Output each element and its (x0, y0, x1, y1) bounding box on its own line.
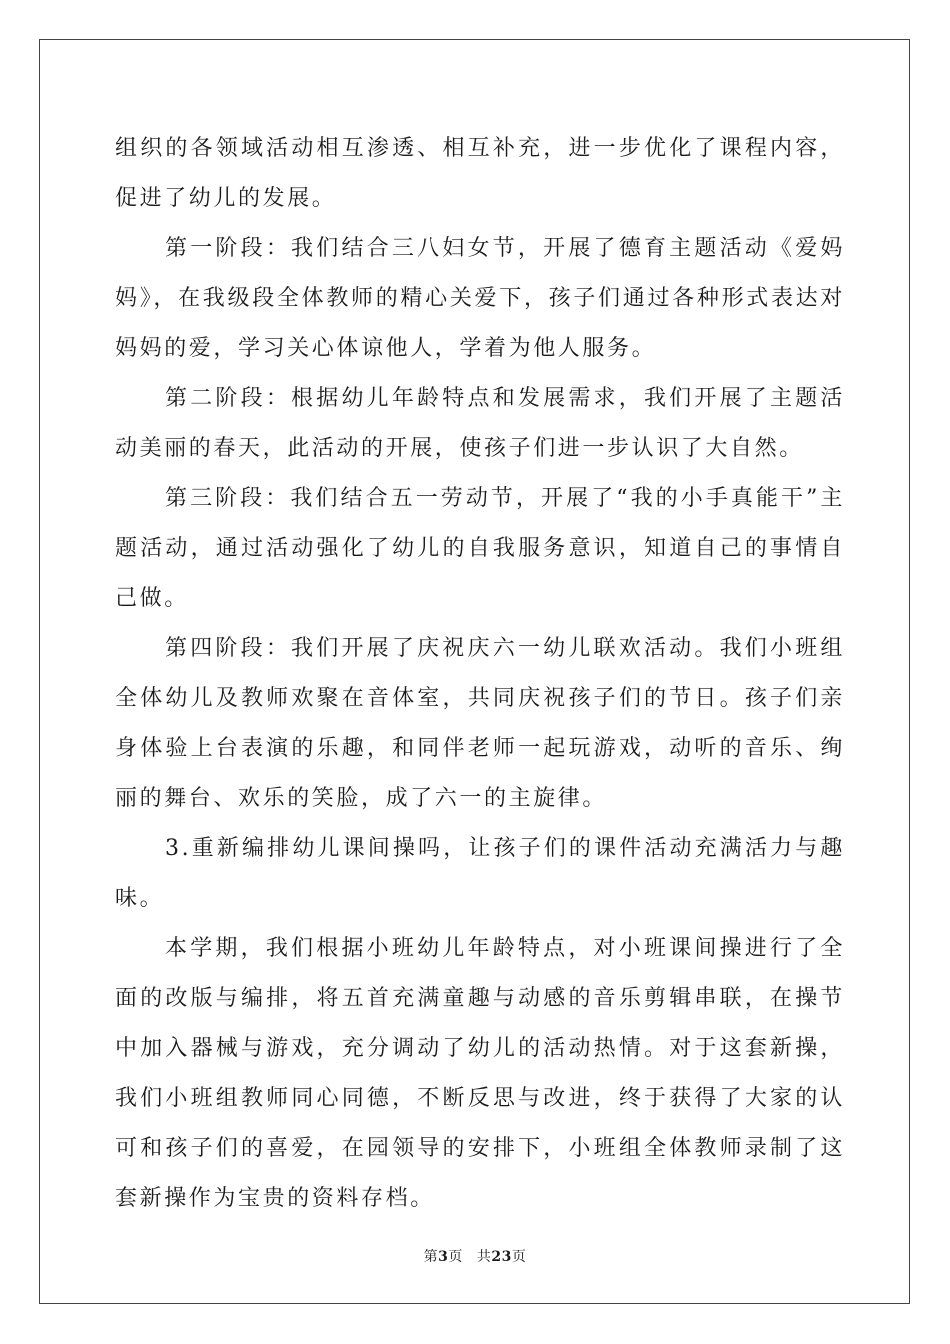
total-pages: 23 (491, 1249, 512, 1265)
total-prefix: 共 (476, 1249, 492, 1265)
total-suffix: 页 (511, 1249, 527, 1265)
paragraph-continuation: 组织的各领域活动相互渗透、相互补充，进一步优化了课程内容，促进了幼儿的发展。 (115, 136, 845, 211)
page-number: 3 (438, 1249, 449, 1265)
section-heading-exercise: 3.重新编排幼儿课间操吗，让孩子们的课件活动充满活力与趣味。 (115, 836, 845, 911)
paragraph-stage-four: 第四阶段：我们开展了庆祝庆六一幼儿联欢活动。我们小班组全体幼儿及教师欢聚在音体室，共同庆祝孩子们的节日。孩子们亲身体验上台表演的乐趣，和同伴老师一起玩游戏，动听的音乐、绚丽的舞台、欢乐的笑脸，成了六一的主旋律。 (115, 636, 845, 811)
page-suffix: 页 (448, 1249, 463, 1265)
page-footer (0, 1246, 950, 1266)
paragraph-stage-three: 第三阶段：我们结合五一劳动节，开展了“我的小手真能干”主题活动，通过活动强化了幼儿的自我服务意识，知道自己的事情自己做。 (115, 486, 845, 611)
paragraph-stage-one: 第一阶段：我们结合三八妇女节，开展了德育主题活动《爱妈妈》，在我级段全体教师的精心关爱下，孩子们通过各种形式表达对妈妈的爱，学习关心体谅他人，学着为他人服务。 (115, 236, 845, 361)
paragraph-stage-two: 第二阶段：根据幼儿年龄特点和发展需求，我们开展了主题活动美丽的春天，此活动的开展，使孩子们进一步认识了大自然。 (115, 386, 845, 461)
page-prefix: 第 (423, 1249, 439, 1265)
document-body (115, 124, 845, 1224)
paragraph-exercise-detail: 本学期，我们根据小班幼儿年龄特点，对小班课间操进行了全面的改版与编排，将五首充满童趣与动感的音乐剪辑串联，在操节中加入器械与游戏，充分调动了幼儿的活动热情。对于这套新操，我们小班组教师同心同德，不断反思与改进，终于获得了大家的认可和孩子们的喜爱，在园领导的安排下，小班组全体教师录制了这套新操作为宝贵的资料存档。 (115, 936, 845, 1211)
